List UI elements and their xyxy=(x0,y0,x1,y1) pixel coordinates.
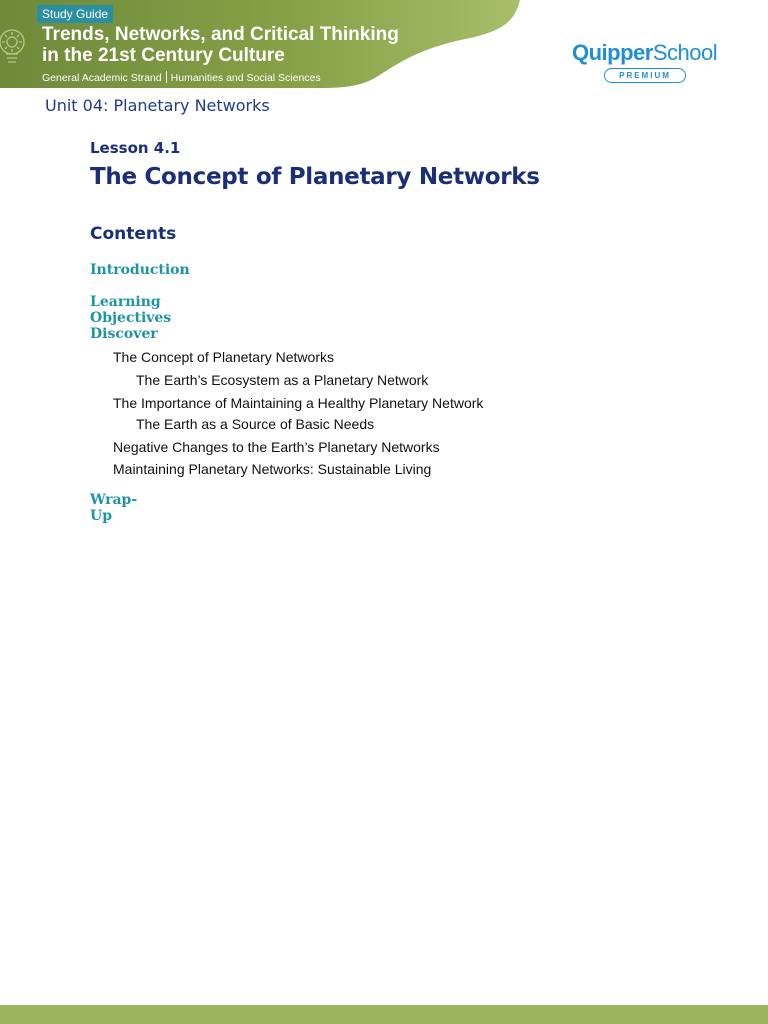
toc-subitem[interactable]: The Earth as a Source of Basic Needs xyxy=(136,416,375,432)
toc-item[interactable]: Negative Changes to the Earth’s Planetary Networks xyxy=(113,439,440,455)
strand-track-line xyxy=(42,71,321,84)
subject-title-line-2: in the 21st Century Culture xyxy=(42,45,285,66)
quipper-school-logo xyxy=(572,40,732,83)
toc-item[interactable]: The Importance of Maintaining a Healthy Planetary Network xyxy=(113,395,484,411)
toc-section-learning-objectives[interactable]: Learning Objectives xyxy=(90,294,172,326)
footer-bar xyxy=(0,1005,768,1024)
study-guide-badge: Study Guide xyxy=(37,5,113,23)
toc-section-discover[interactable]: Discover xyxy=(90,326,158,342)
contents-heading: Contents xyxy=(90,224,177,244)
logo-wordmark xyxy=(572,40,732,66)
strand-label: General Academic Strand xyxy=(42,72,162,84)
toc-section-wrap-up[interactable]: Wrap-Up xyxy=(90,492,138,524)
lesson-label: Lesson 4.1 xyxy=(90,139,181,157)
logo-premium-badge: PREMIUM xyxy=(604,68,686,83)
divider xyxy=(166,71,167,83)
toc-item[interactable]: Maintaining Planetary Networks: Sustainable Living xyxy=(113,461,432,477)
subject-title xyxy=(42,24,422,66)
logo-word-quipper: Quipper xyxy=(572,40,653,65)
unit-title: Unit 04: Planetary Networks xyxy=(45,96,270,115)
track-label: Humanities and Social Sciences xyxy=(170,72,321,84)
toc-subitem[interactable]: The Earth’s Ecosystem as a Planetary Network xyxy=(136,372,429,388)
subject-title-line-1: Trends, Networks, and Critical Thinking xyxy=(42,24,399,45)
toc-section-introduction[interactable]: Introduction xyxy=(90,262,190,278)
lesson-title: The Concept of Planetary Networks xyxy=(90,164,540,190)
logo-word-school: School xyxy=(652,40,718,65)
toc-item[interactable]: The Concept of Planetary Networks xyxy=(113,349,334,365)
